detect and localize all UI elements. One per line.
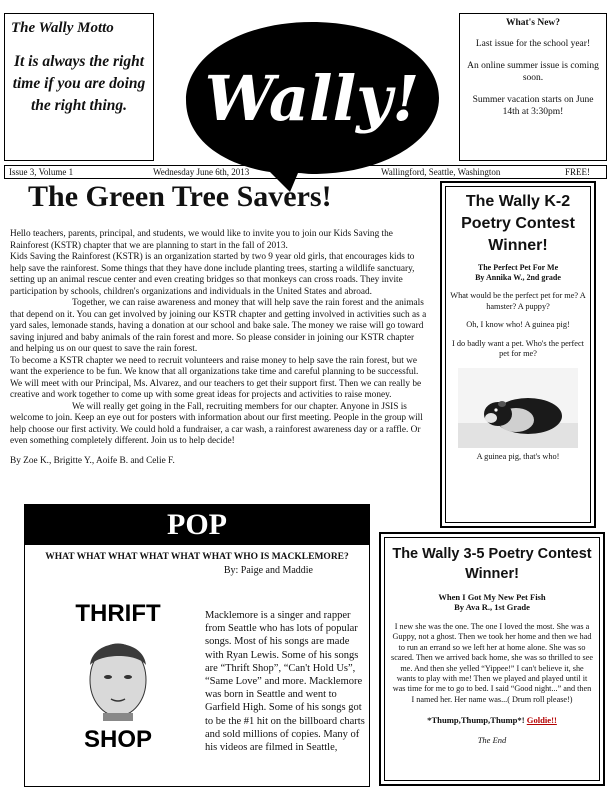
g35-end: The End (477, 735, 507, 746)
shop-text: SHOP (83, 726, 153, 753)
k2-title: The Wally K-2 Poetry Contest Winner! (461, 193, 575, 254)
whats-new-box (459, 13, 607, 161)
pop-body: Macklemore is a singer and rapper from Seattle who has lots of popular songs. Most of his songs are made with Ryan Lewis. Some of his songs are “Thrift Shop”, “Can't Hold Us”, “Same Love” and more. Macklemore was born in Seattle and went to Garfield High. Some of his songs got to be the #1 hit on the billboard charts and sold millions of copies. Many of his videos are filmed in Seattle, (205, 610, 365, 754)
article-paragraph: Kids Saving the Rainforest (KSTR) is an organization started by two 9 year old girls, that encourages kids to help save the rainforest. Some things that they have done include planting trees, starting a wildlife sanctuary, setting up an animal rescue center and even creating bridges so that monkeys can cross roads. They invite participation by schools, children's organizations and individuals in the United States and abroad. (10, 252, 415, 297)
g35-pet-name: Goldie!! (526, 715, 557, 726)
issue-price: FREE! (565, 167, 591, 177)
issue-number: Issue 3, Volume 1 (9, 167, 74, 177)
k2-poem (446, 291, 590, 360)
news-item: Summer vacation starts on June 14th at 3:30pm! (472, 95, 594, 117)
article-headline: The Green Tree Savers! (28, 180, 332, 213)
k2-poetry-box (440, 181, 596, 528)
motto-title: The Wally Motto (11, 20, 114, 36)
article-paragraph: We will really get going in the Fall, recruiting members for our chapter. Anyone in JSIS is welcome to join. Keep an eye out for posters with information about our first meeting. People in the group will help choose our first activity. We could hold a fundraiser, a car wash, a rainforest awareness day or a raffle. Or even something completely different. Join us to help decide! (10, 401, 423, 446)
k2-stanza: Oh, I know who! A guinea pig! (466, 320, 570, 329)
whats-new-title: What's New? (505, 18, 561, 28)
issue-location: Wallingford, Seattle, Washington (381, 167, 501, 177)
k2-author: By Annika W., 2nd grade (475, 273, 561, 282)
k2-stanza: I do badly want a pet. Who's the perfect pet for me? (452, 338, 584, 358)
article-byline: By Zoe K., Brigitte Y., Aoife B. and Celie F. (10, 455, 175, 466)
article-body (10, 229, 428, 467)
issue-bar (4, 165, 607, 179)
k2-poem-title: The Perfect Pet For Me (477, 263, 559, 272)
g35-poem: I new she was the one. The one I loved the most. She was a Guppy, not a ghost. Then we took her home and then we had to run an errand so we left her at home alone. She was so scared. Then we arrived back home, she was so thrilled to see me. And then she yelled “Yippee!” I can't believe it, she wants to play with me! Then we played and played until it was time for me to go to bed. I said “Good night...” and then I named her. Her name was...( Drum roll please!) (391, 622, 593, 704)
thrift-text: THRIFT (75, 600, 161, 627)
logo-text: Wally! (204, 62, 420, 135)
g35-ending (385, 715, 599, 725)
g35-author: By Ava R., 1st Grade (454, 602, 530, 612)
issue-date: Wednesday June 6th, 2013 (153, 167, 250, 177)
motto-box (4, 13, 154, 161)
pop-section (24, 504, 370, 787)
thrift-shop-image (65, 595, 171, 755)
motto-text: It is always the right time if you are doing the right thing. (12, 53, 146, 114)
g35-thump: *Thump,Thump,Thump*! (427, 715, 525, 726)
g35-poem-title: When I Got My New Pet Fish (438, 592, 546, 602)
news-item: Last issue for the school year! (475, 39, 591, 49)
pop-title: WHAT WHAT WHAT WHAT WHAT WHAT WHO IS MACKLEMORE? (45, 552, 349, 562)
guinea-pig-image (458, 368, 578, 448)
k2-caption: A guinea pig, that's who! (476, 451, 560, 461)
news-item: An online summer issue is coming soon. (467, 61, 599, 83)
g35-title: The Wally 3-5 Poetry Contest Winner! (392, 546, 592, 582)
pop-header: POP (25, 505, 369, 545)
article-paragraph: Together, we can raise awareness and money that will help save the rain forest and the animals that depend on it. You can get involved by joining our KSTR chapter and getting involved in activities such as a yard sales, lemonade stands, having a donation at our school and bake sale. The money we raise will go toward saving injured and baby animals of the rain forest and more. So please consider in joining our KSTR chapter and helping us on our quest to save the rain forest. (10, 298, 427, 354)
grade35-poetry-box (379, 532, 605, 786)
k2-stanza: What would be the perfect pet for me? A hamster? A puppy? (450, 291, 586, 311)
article-paragraph: To become a KSTR chapter we need to recruit volunteers and raise money to help save the rain forest, but we want the experience to be fun. We know that all organizations take time and careful planning to be successful. We will meet with our Principal, Ms. Alvarez, and our teachers to get their support first. Then we can really be creative and work together to come up with some great ideas for projects and activities to raise money. (10, 355, 422, 400)
pop-byline: By: Paige and Maddie (223, 565, 313, 576)
article-paragraph: Hello teachers, parents, principal, and students, we would like to invite you to join our Kids Saving the Rainforest (KSTR) chapter that we are planning to start in the fall of 2013. (10, 229, 393, 251)
